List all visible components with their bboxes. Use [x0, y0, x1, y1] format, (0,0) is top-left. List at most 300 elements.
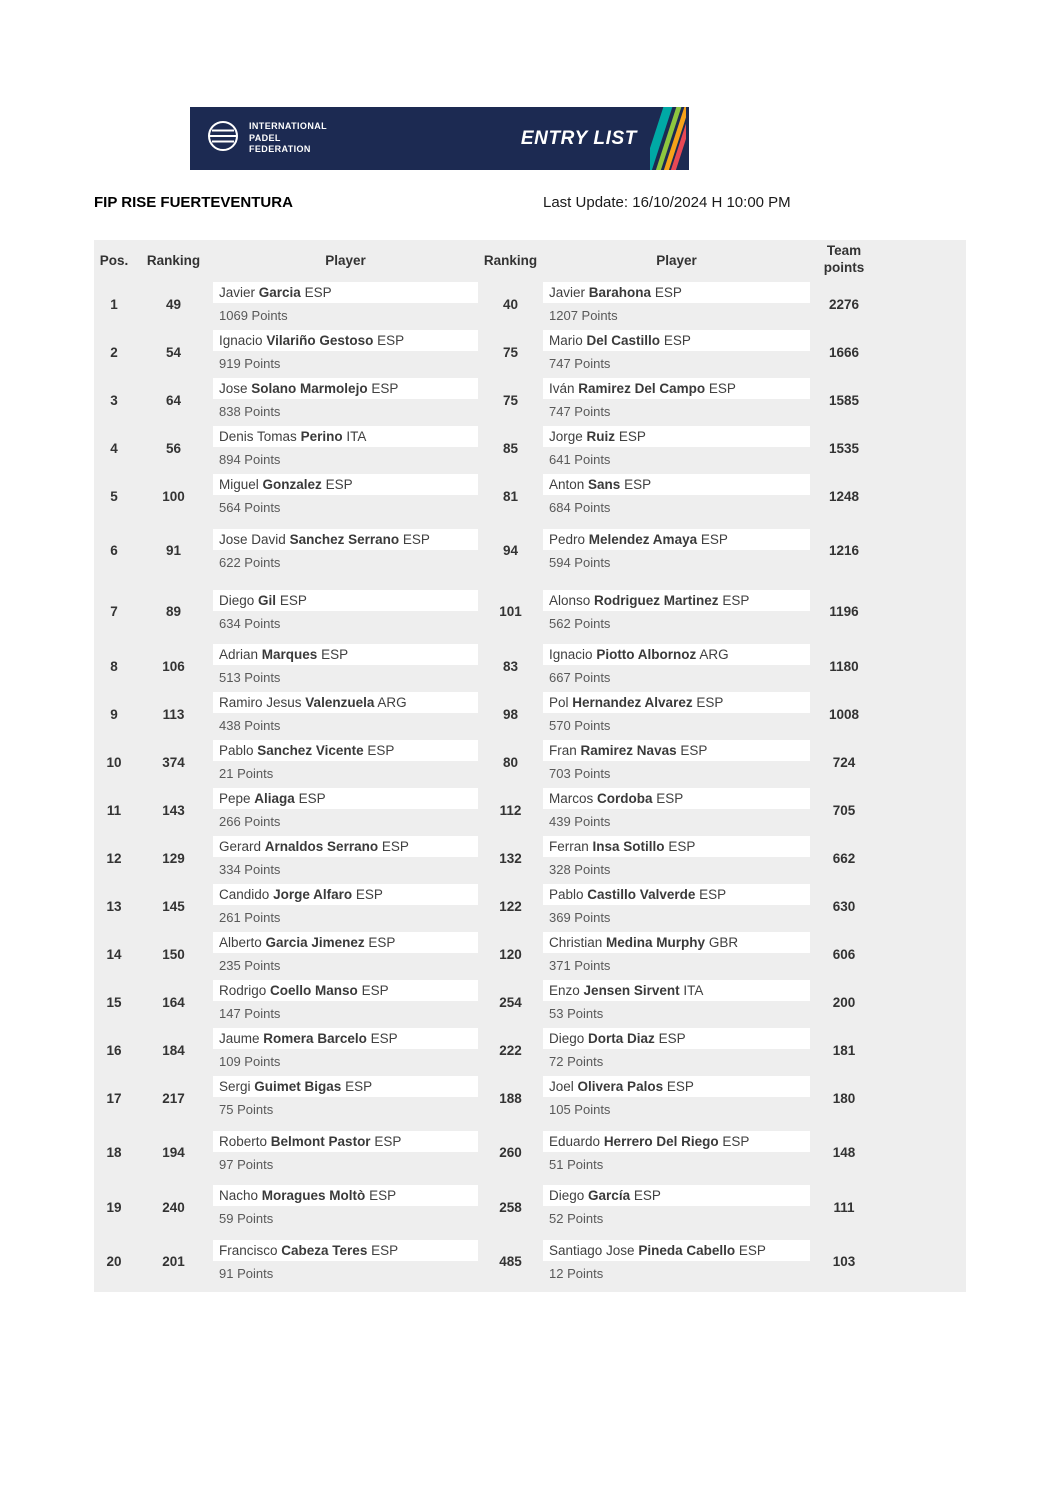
position-value: 17 — [106, 1090, 122, 1106]
team-points-value: 1585 — [828, 392, 860, 408]
team-points-value: 180 — [832, 1090, 856, 1106]
player-first-name: Alonso — [549, 592, 591, 608]
player-last-name: Ruiz — [586, 429, 616, 444]
position-cell — [94, 882, 134, 930]
player-name-2 — [543, 1076, 810, 1097]
player-last-name: Cordoba — [597, 791, 653, 806]
player-last-name: Herrero Del Riego — [603, 1133, 719, 1149]
ranking-cell-2 — [478, 280, 543, 328]
position-value: 18 — [106, 1145, 122, 1160]
ranking-cell-2 — [478, 520, 543, 581]
player-nationality: ESP — [325, 477, 353, 492]
ranking-cell-2 — [478, 581, 543, 642]
player-first-name: Pol — [549, 695, 569, 710]
player-name-1 — [213, 330, 478, 351]
table-row — [94, 581, 966, 642]
player-nationality: ARG — [377, 695, 407, 710]
player-last-name: Vilariño Gestoso — [266, 333, 374, 348]
player-last-name: Rodriguez Martinez — [594, 592, 719, 608]
federation-logo — [190, 119, 327, 158]
player-cell-1 — [213, 930, 478, 978]
ranking-cell-1 — [134, 581, 213, 642]
table-row — [94, 738, 966, 786]
header-ranking-2: Ranking — [483, 252, 538, 268]
table-row — [94, 978, 966, 1026]
player-name-1 — [213, 884, 478, 905]
ranking-value-1: 106 — [162, 658, 185, 674]
position-value: 20 — [106, 1254, 122, 1269]
table-row — [94, 424, 966, 472]
player-points-1: 894 Points — [219, 452, 281, 467]
player-points-2: 667 Points — [549, 670, 611, 685]
ranking-value-1: 143 — [162, 802, 185, 818]
team-points-cell — [810, 581, 878, 642]
ranking-cell-2 — [478, 328, 543, 376]
player-last-name: Garcia Jimenez — [265, 935, 365, 950]
position-value: 12 — [106, 850, 122, 866]
player-points-2: 1207 Points — [549, 308, 618, 323]
player-first-name: Javier — [219, 285, 256, 300]
team-points-cell — [810, 472, 878, 520]
player-first-name: Denis Tomas — [219, 429, 297, 444]
player-cell-2 — [543, 642, 810, 690]
position-cell — [94, 1183, 134, 1231]
player-cell-1 — [213, 882, 478, 930]
player-cell-1 — [213, 642, 478, 690]
ranking-cell-1 — [134, 882, 213, 930]
ranking-value-1: 91 — [165, 543, 182, 558]
ranking-value-1: 194 — [162, 1145, 185, 1160]
table-row — [94, 882, 966, 930]
player-cell-2 — [543, 882, 810, 930]
ranking-value-1: 64 — [165, 392, 182, 408]
player-cell-1 — [213, 978, 478, 1026]
player-last-name: Olivera Palos — [577, 1079, 664, 1094]
player-last-name: Gil — [258, 592, 277, 608]
player-points-1: 21 Points — [219, 766, 274, 781]
player-first-name: Sergi — [219, 1079, 251, 1094]
row-spacer — [878, 978, 966, 1026]
team-points-value: 1008 — [828, 706, 860, 722]
ranking-cell-1 — [134, 1122, 213, 1183]
player-cell-1 — [213, 328, 478, 376]
player-first-name: Jorge — [549, 429, 583, 444]
player-last-name: Insa Sotillo — [592, 839, 665, 854]
player-cell-2 — [543, 738, 810, 786]
ranking-value-1: 100 — [162, 488, 185, 504]
team-points-cell — [810, 328, 878, 376]
ranking-cell-1 — [134, 930, 213, 978]
player-points-2: 747 Points — [549, 356, 611, 371]
row-spacer — [878, 1074, 966, 1122]
player-points-2: 439 Points — [549, 814, 611, 829]
player-cell-2 — [543, 328, 810, 376]
header-ranking-1: Ranking — [146, 252, 201, 268]
position-cell — [94, 738, 134, 786]
player-points-1: 838 Points — [219, 404, 281, 419]
player-first-name: Rodrigo — [219, 983, 267, 998]
ranking-cell-1 — [134, 472, 213, 520]
player-first-name: Gerard — [219, 839, 262, 854]
player-cell-1 — [213, 280, 478, 328]
ranking-value-2: 258 — [499, 1199, 522, 1215]
player-first-name: Anton — [549, 477, 585, 492]
player-cell-2 — [543, 1026, 810, 1074]
player-name-2 — [543, 692, 810, 713]
player-points-2: 72 Points — [549, 1054, 604, 1069]
player-last-name: Perino — [300, 429, 343, 444]
ranking-cell-2 — [478, 882, 543, 930]
ranking-value-2: 40 — [502, 296, 519, 312]
player-nationality: ESP — [298, 791, 326, 806]
player-last-name: Pineda Cabello — [638, 1242, 736, 1258]
row-spacer — [878, 424, 966, 472]
ranking-value-2: 98 — [502, 706, 519, 722]
ranking-cell-2 — [478, 1074, 543, 1122]
player-cell-1 — [213, 520, 478, 581]
position-cell — [94, 978, 134, 1026]
player-name-1 — [213, 1028, 478, 1049]
table-row — [94, 786, 966, 834]
player-cell-1 — [213, 1231, 478, 1292]
federation-logo-text — [249, 121, 327, 156]
entry-list-label: ENTRY LIST — [520, 127, 637, 149]
player-points-2: 371 Points — [549, 958, 611, 973]
banner — [190, 107, 689, 170]
player-last-name: Arnaldos Serrano — [264, 839, 379, 854]
team-points-cell — [810, 786, 878, 834]
player-cell-1 — [213, 1026, 478, 1074]
row-spacer — [878, 882, 966, 930]
position-cell — [94, 930, 134, 978]
ranking-cell-1 — [134, 328, 213, 376]
team-points-cell — [810, 376, 878, 424]
player-first-name: Javier — [549, 285, 586, 300]
player-first-name: Diego — [219, 592, 255, 608]
position-cell — [94, 1231, 134, 1292]
player-first-name: Fran — [549, 743, 577, 758]
team-points-value: 724 — [832, 754, 856, 770]
ranking-value-1: 129 — [162, 850, 185, 866]
player-last-name: Belmont Pastor — [270, 1133, 371, 1149]
player-points-1: 438 Points — [219, 718, 281, 733]
player-points-2: 12 Points — [549, 1265, 604, 1281]
position-cell — [94, 1074, 134, 1122]
position-cell — [94, 786, 134, 834]
player-first-name: Candido — [219, 887, 270, 902]
table-row — [94, 642, 966, 690]
logo-line: INTERNATIONAL — [249, 120, 328, 131]
team-points-cell — [810, 280, 878, 328]
entry-list-table — [94, 240, 966, 1292]
table-row — [94, 472, 966, 520]
ranking-value-2: 120 — [499, 946, 522, 962]
player-points-2: 369 Points — [549, 910, 611, 925]
row-spacer — [878, 1122, 966, 1183]
position-cell — [94, 376, 134, 424]
player-cell-2 — [543, 1074, 810, 1122]
header-team-points — [810, 243, 878, 277]
header-team-points-label: Team points — [823, 243, 865, 275]
position-value: 1 — [110, 296, 118, 312]
player-first-name: Ferran — [549, 839, 589, 854]
team-points-value: 606 — [832, 946, 856, 962]
player-points-1: 919 Points — [219, 356, 281, 371]
player-last-name: Garcia — [258, 285, 301, 300]
ranking-value-1: 89 — [165, 604, 182, 619]
player-name-1 — [213, 474, 478, 495]
player-nationality: ESP — [668, 839, 696, 854]
ranking-cell-1 — [134, 786, 213, 834]
player-points-2: 105 Points — [549, 1102, 611, 1117]
player-points-1: 59 Points — [219, 1211, 274, 1226]
player-cell-1 — [213, 786, 478, 834]
ranking-value-2: 222 — [499, 1042, 522, 1058]
table-row — [94, 280, 966, 328]
player-first-name: Eduardo — [549, 1133, 601, 1149]
player-name-2 — [543, 644, 810, 665]
position-value: 7 — [110, 604, 118, 619]
ranking-cell-2 — [478, 786, 543, 834]
team-points-cell — [810, 424, 878, 472]
player-first-name: Jaume — [219, 1031, 260, 1046]
player-name-1 — [213, 980, 478, 1001]
player-name-2 — [543, 474, 810, 495]
player-first-name: Pepe — [219, 791, 251, 806]
player-last-name: Valenzuela — [305, 695, 375, 710]
player-cell-2 — [543, 1183, 810, 1231]
player-name-1 — [213, 529, 478, 550]
ranking-cell-2 — [478, 1183, 543, 1231]
team-points-value: 103 — [832, 1254, 856, 1269]
player-cell-2 — [543, 376, 810, 424]
player-first-name: Jose — [219, 381, 248, 396]
player-nationality: ESP — [371, 381, 399, 396]
player-cell-1 — [213, 1183, 478, 1231]
player-first-name: Pablo — [219, 743, 254, 758]
ranking-value-2: 254 — [499, 994, 522, 1010]
row-spacer — [878, 1231, 966, 1292]
player-points-1: 634 Points — [219, 615, 281, 631]
player-nationality: ESP — [361, 983, 389, 998]
player-last-name: Sans — [588, 477, 621, 492]
player-nationality: ITA — [683, 983, 704, 998]
player-nationality: ESP — [374, 1133, 402, 1149]
ranking-value-1: 374 — [162, 754, 185, 770]
player-points-2: 747 Points — [549, 404, 611, 419]
row-spacer — [878, 376, 966, 424]
player-name-2 — [543, 426, 810, 447]
ranking-value-1: 56 — [165, 440, 182, 456]
player-last-name: Jensen Sirvent — [583, 983, 680, 998]
team-points-value: 1248 — [828, 488, 860, 504]
team-points-cell — [810, 978, 878, 1026]
team-points-cell — [810, 1026, 878, 1074]
player-last-name: Solano Marmolejo — [251, 381, 368, 396]
player-nationality: ESP — [377, 333, 405, 348]
player-points-1: 564 Points — [219, 500, 281, 515]
ranking-value-1: 184 — [162, 1042, 185, 1058]
player-nationality: ESP — [369, 1188, 397, 1203]
player-first-name: Mario — [549, 333, 583, 348]
player-last-name: Del Castillo — [586, 333, 661, 348]
team-points-cell — [810, 690, 878, 738]
position-value: 6 — [110, 543, 118, 558]
last-update: Last Update: 16/10/2024 H 10:00 PM — [543, 194, 791, 211]
player-last-name: Aliaga — [254, 791, 295, 806]
player-points-1: 109 Points — [219, 1054, 281, 1069]
player-last-name: Castillo Valverde — [587, 887, 696, 902]
team-points-cell — [810, 738, 878, 786]
ranking-value-2: 122 — [499, 898, 522, 914]
table-row — [94, 834, 966, 882]
player-cell-1 — [213, 581, 478, 642]
position-value: 16 — [106, 1042, 122, 1058]
ranking-value-1: 164 — [162, 994, 185, 1010]
player-name-1 — [213, 590, 478, 611]
player-cell-1 — [213, 424, 478, 472]
ranking-cell-1 — [134, 280, 213, 328]
team-points-cell — [810, 1074, 878, 1122]
row-spacer — [878, 690, 966, 738]
team-points-value: 630 — [832, 898, 856, 914]
player-first-name: Marcos — [549, 791, 594, 806]
row-spacer — [878, 1183, 966, 1231]
team-points-value: 2276 — [828, 296, 860, 312]
player-name-2 — [543, 740, 810, 761]
player-nationality: ARG — [699, 647, 729, 662]
player-name-2 — [543, 1131, 810, 1152]
ranking-value-1: 201 — [162, 1254, 185, 1269]
player-first-name: Diego — [549, 1031, 585, 1046]
ranking-cell-2 — [478, 978, 543, 1026]
player-cell-1 — [213, 472, 478, 520]
team-points-cell — [810, 642, 878, 690]
page-title: FIP RISE FUERTEVENTURA — [94, 194, 293, 211]
player-last-name: Medina Murphy — [606, 935, 706, 950]
ranking-cell-2 — [478, 424, 543, 472]
ranking-value-2: 75 — [502, 392, 519, 408]
player-first-name: Pedro — [549, 531, 586, 547]
player-last-name: Sanchez Vicente — [257, 743, 364, 758]
team-points-cell — [810, 1231, 878, 1292]
ranking-cell-2 — [478, 376, 543, 424]
player-nationality: ESP — [381, 839, 409, 854]
player-name-2 — [543, 529, 810, 550]
player-points-1: 1069 Points — [219, 308, 288, 323]
ranking-value-2: 132 — [499, 850, 522, 866]
player-cell-1 — [213, 1074, 478, 1122]
team-points-cell — [810, 834, 878, 882]
player-nationality: ESP — [658, 1031, 686, 1046]
player-name-2 — [543, 1240, 810, 1261]
player-cell-2 — [543, 786, 810, 834]
player-points-1: 235 Points — [219, 958, 281, 973]
player-nationality: ESP — [722, 592, 750, 608]
ranking-cell-2 — [478, 642, 543, 690]
position-cell — [94, 328, 134, 376]
table-row — [94, 1074, 966, 1122]
player-cell-2 — [543, 581, 810, 642]
player-name-1 — [213, 692, 478, 713]
team-points-cell — [810, 520, 878, 581]
player-last-name: Romera Barcelo — [263, 1031, 367, 1046]
row-spacer — [878, 930, 966, 978]
ranking-cell-1 — [134, 690, 213, 738]
player-nationality: ESP — [368, 935, 396, 950]
position-cell — [94, 1026, 134, 1074]
team-points-value: 148 — [832, 1145, 856, 1160]
ranking-value-2: 260 — [499, 1145, 522, 1160]
player-last-name: Jorge Alfaro — [273, 887, 353, 902]
player-points-1: 147 Points — [219, 1006, 281, 1021]
team-points-value: 1535 — [828, 440, 860, 456]
player-points-1: 266 Points — [219, 814, 281, 829]
player-last-name: Melendez Amaya — [588, 531, 698, 547]
table-body — [94, 280, 966, 1292]
ranking-value-2: 81 — [502, 488, 519, 504]
player-points-1: 261 Points — [219, 910, 281, 925]
player-name-1 — [213, 932, 478, 953]
player-cell-2 — [543, 472, 810, 520]
table-header — [94, 240, 966, 280]
ranking-cell-2 — [478, 738, 543, 786]
player-cell-2 — [543, 280, 810, 328]
player-name-1 — [213, 644, 478, 665]
team-points-value: 1180 — [829, 658, 859, 674]
player-cell-2 — [543, 1231, 810, 1292]
ranking-cell-1 — [134, 376, 213, 424]
player-first-name: Santiago Jose — [549, 1242, 635, 1258]
ranking-value-2: 101 — [499, 604, 522, 619]
player-first-name: Pablo — [549, 887, 584, 902]
player-points-2: 52 Points — [549, 1211, 604, 1226]
player-cell-2 — [543, 1122, 810, 1183]
player-first-name: Enzo — [549, 983, 580, 998]
player-first-name: Jose David — [219, 531, 286, 547]
player-cell-1 — [213, 690, 478, 738]
position-value: 10 — [106, 754, 122, 770]
player-name-2 — [543, 932, 810, 953]
ranking-value-2: 188 — [499, 1090, 522, 1106]
player-first-name: Ignacio — [549, 647, 593, 662]
player-name-1 — [213, 1076, 478, 1097]
player-name-1 — [213, 836, 478, 857]
position-value: 8 — [110, 658, 118, 674]
ranking-cell-1 — [134, 978, 213, 1026]
team-points-value: 111 — [833, 1199, 855, 1215]
player-nationality: ESP — [708, 381, 736, 396]
player-nationality: ESP — [663, 333, 691, 348]
player-points-1: 334 Points — [219, 862, 281, 877]
ranking-cell-2 — [478, 1026, 543, 1074]
player-last-name: Marques — [261, 647, 318, 662]
team-points-cell — [810, 882, 878, 930]
table-row — [94, 930, 966, 978]
ranking-value-2: 75 — [502, 344, 519, 360]
ranking-cell-2 — [478, 1122, 543, 1183]
player-first-name: Diego — [549, 1188, 585, 1203]
player-points-2: 570 Points — [549, 718, 611, 733]
ranking-value-1: 150 — [162, 946, 185, 962]
player-name-2 — [543, 378, 810, 399]
position-cell — [94, 1122, 134, 1183]
position-cell — [94, 581, 134, 642]
player-name-2 — [543, 590, 810, 611]
team-points-cell — [810, 930, 878, 978]
row-spacer — [878, 834, 966, 882]
player-cell-2 — [543, 930, 810, 978]
